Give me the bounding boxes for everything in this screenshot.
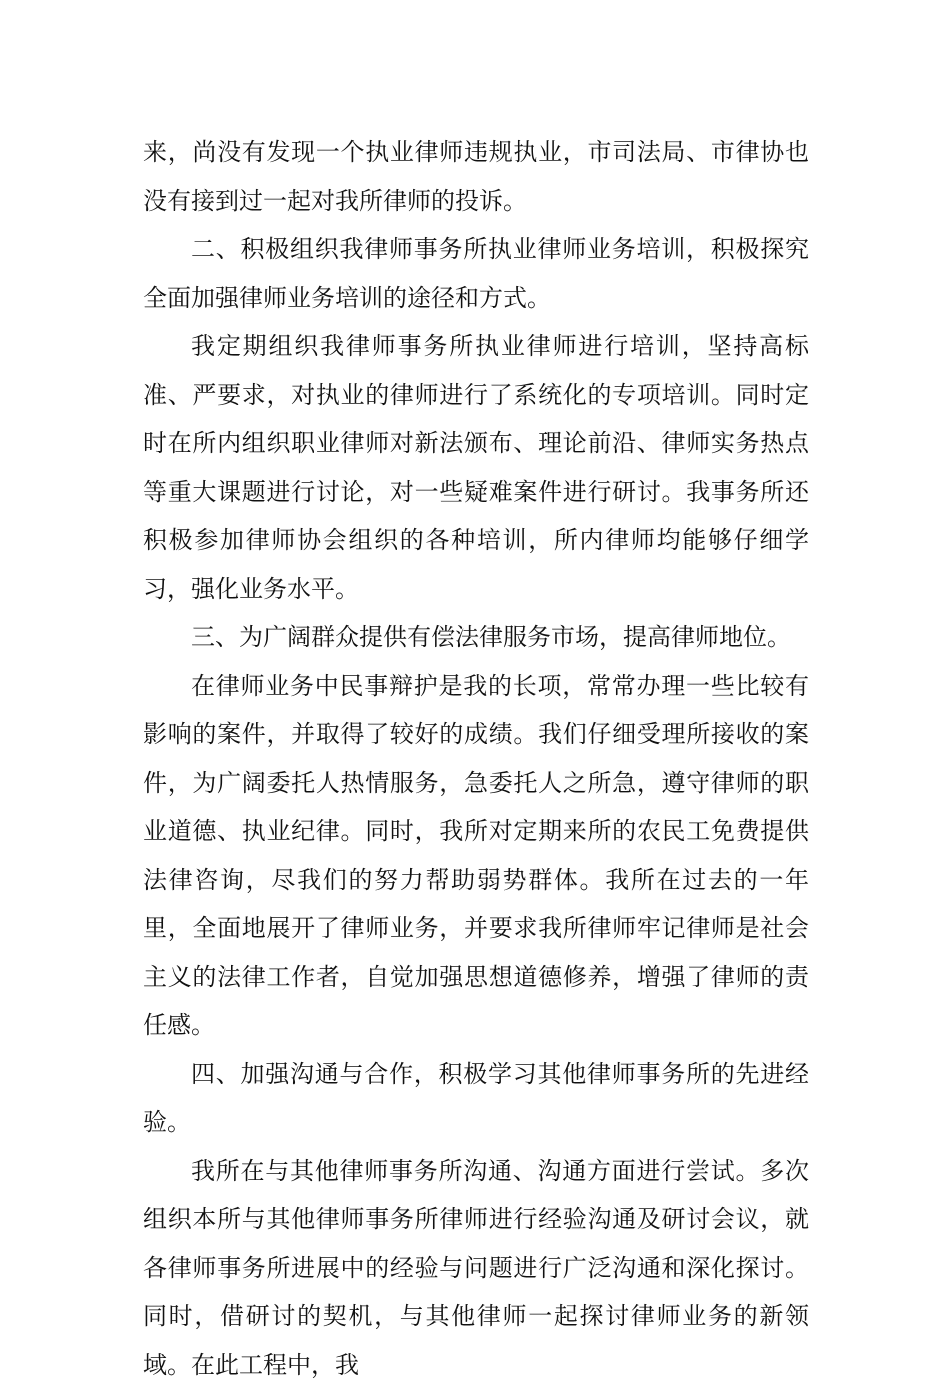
section-heading-3: 三、为广阔群众提供有偿法律服务市场，提高律师地位。	[143, 613, 809, 662]
document-body	[143, 128, 809, 1389]
paragraph-civil-defense: 在律师业务中民事辩护是我的长项，常常办理一些比较有影响的案件，并取得了较好的成绩。我们仔细受理所接收的案件，为广阔委托人热情服务，急委托人之所急，遵守律师的职业道德、执业纪律。同时，我所对定期来所的农民工免费提供法律咨询，尽我们的努力帮助弱势群体。我所在过去的一年里，全面地展开了律师业务，并要求我所律师牢记律师是社会主义的法律工作者，自觉加强思想道德修养，增强了律师的责任感。	[143, 662, 809, 1050]
paragraph-training: 我定期组织我律师事务所执业律师进行培训，坚持高标准、严要求，对执业的律师进行了系统化的专项培训。同时定时在所内组织职业律师对新法颁布、理论前沿、律师实务热点等重大课题进行讨论，对一些疑难案件进行研讨。我事务所还积极参加律师协会组织的各种培训，所内律师均能够仔细学习，强化业务水平。	[143, 322, 809, 613]
section-heading-4: 四、加强沟通与合作，积极学习其他律师事务所的先进经验。	[143, 1050, 809, 1147]
paragraph-continuation: 来，尚没有发现一个执业律师违规执业，市司法局、市律协也没有接到过一起对我所律师的投诉。	[143, 128, 809, 225]
paragraph-cooperation: 我所在与其他律师事务所沟通、沟通方面进行尝试。多次组织本所与其他律师事务所律师进行经验沟通及研讨会议，就各律师事务所进展中的经验与问题进行广泛沟通和深化探讨。同时，借研讨的契机，与其他律师一起探讨律师业务的新领域。在此工程中，我	[143, 1147, 809, 1389]
section-heading-2: 二、积极组织我律师事务所执业律师业务培训，积极探究全面加强律师业务培训的途径和方式。	[143, 225, 809, 322]
